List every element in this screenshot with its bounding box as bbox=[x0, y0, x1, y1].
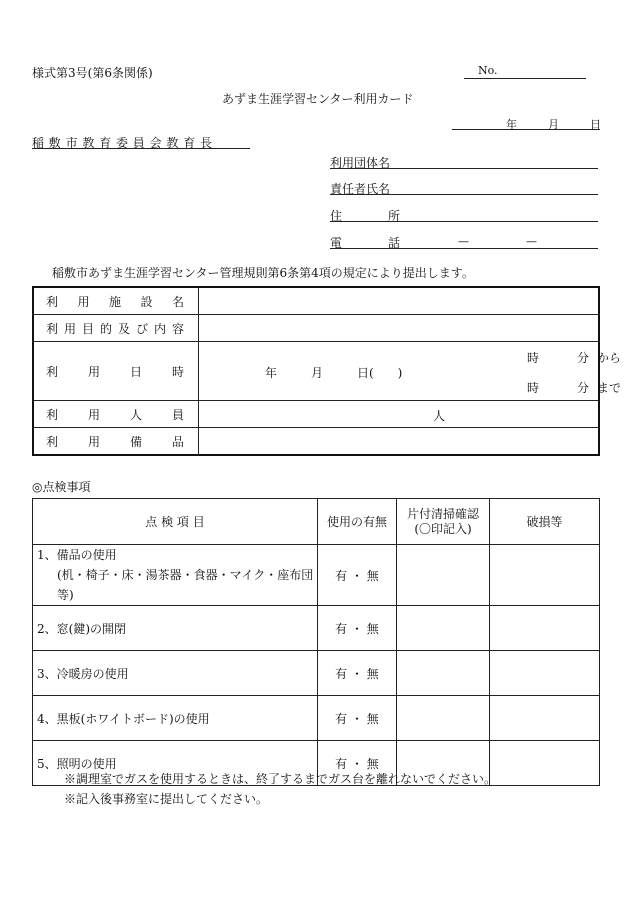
inspection-table bbox=[32, 498, 600, 786]
row-3-damage[interactable] bbox=[490, 651, 600, 696]
row-3-item: 3、冷暖房の使用 bbox=[33, 651, 318, 696]
dt-month: 月 bbox=[311, 366, 324, 380]
equipment-field[interactable] bbox=[199, 428, 600, 456]
date-year-label: 年 bbox=[506, 118, 517, 131]
row-5-usage-choice[interactable]: 有 ・ 無 bbox=[318, 741, 397, 786]
responsible-field[interactable] bbox=[330, 194, 598, 195]
usage-table bbox=[32, 286, 622, 456]
row-1-item: 1、備品の使用 bbox=[37, 548, 117, 562]
datetime-label: 利用日時 bbox=[33, 342, 199, 401]
header-cleanup-line1: 片付清掃確認 bbox=[406, 506, 479, 521]
header-item: 点 検 項 目 bbox=[33, 499, 318, 545]
row-4-item: 4、黒板(ホワイトボード)の使用 bbox=[33, 696, 318, 741]
dt-hour-from: 時 bbox=[527, 351, 540, 365]
inspection-row-2 bbox=[33, 606, 600, 651]
header-damage: 破損等 bbox=[490, 499, 600, 545]
no-label: No. bbox=[478, 64, 498, 77]
inspection-row-3 bbox=[33, 651, 600, 696]
address-label-1: 住 bbox=[330, 209, 343, 223]
phone-label-2: 話 bbox=[388, 236, 401, 250]
phone-dash-1: — bbox=[458, 235, 469, 248]
addressee: 稲敷市教育委員会教育長 bbox=[32, 136, 217, 150]
form-number: 様式第3号(第6条関係) bbox=[32, 66, 153, 80]
row-2-item: 2、窓(鍵)の開閉 bbox=[33, 606, 318, 651]
row-5-item: 5、照明の使用 bbox=[33, 741, 318, 786]
purpose-label: 利用目的及び内容 bbox=[33, 315, 199, 342]
header-cleanup-line2: (〇印記入) bbox=[414, 521, 472, 536]
date-month-label: 月 bbox=[548, 118, 559, 131]
row-1-sub: (机・椅子・床・湯茶器・食器・マイク・座布団等) bbox=[57, 568, 314, 602]
row-1-usage-choice[interactable]: 有 ・ 無 bbox=[318, 545, 397, 606]
row-4-cleanup[interactable] bbox=[397, 696, 490, 741]
dt-from: から bbox=[597, 351, 622, 365]
note-gas: ※調理室でガスを使用するときは、終了するまでガス台を離れないでください。 bbox=[64, 772, 497, 786]
dt-hour-to: 時 bbox=[527, 381, 540, 395]
phone-label-1: 電 bbox=[330, 236, 343, 250]
row-2-cleanup[interactable] bbox=[397, 606, 490, 651]
no-underline bbox=[464, 78, 586, 79]
facility-field[interactable] bbox=[199, 287, 600, 315]
dt-minute-to: 分 bbox=[577, 381, 590, 395]
row-3-cleanup[interactable] bbox=[397, 651, 490, 696]
row-1-item-cell bbox=[33, 545, 318, 606]
equipment-label: 利用備品 bbox=[33, 428, 199, 456]
address-field[interactable] bbox=[330, 221, 598, 222]
purpose-field[interactable] bbox=[199, 315, 600, 342]
group-name-label: 利用団体名 bbox=[330, 156, 391, 170]
header-cleanup bbox=[397, 499, 490, 545]
phone-dash-2: — bbox=[526, 235, 537, 248]
inspection-row-4 bbox=[33, 696, 600, 741]
row-1-damage[interactable] bbox=[490, 545, 600, 606]
inspection-title: ◎点検事項 bbox=[32, 480, 91, 494]
row-3-usage-choice[interactable]: 有 ・ 無 bbox=[318, 651, 397, 696]
row-4-usage-choice[interactable]: 有 ・ 無 bbox=[318, 696, 397, 741]
row-2-damage[interactable] bbox=[490, 606, 600, 651]
inspection-row-1 bbox=[33, 545, 600, 606]
date-day-label: 日 bbox=[590, 118, 601, 131]
datetime-field[interactable] bbox=[199, 342, 622, 401]
dt-year: 年 bbox=[265, 366, 278, 380]
people-unit: 人 bbox=[433, 409, 446, 423]
page-title: あずま生涯学習センター利用カード bbox=[222, 92, 414, 106]
note-submit: ※記入後事務室に提出してください。 bbox=[64, 792, 269, 806]
date-underline bbox=[452, 129, 600, 130]
header-usage: 使用の有無 bbox=[318, 499, 397, 545]
statement: 稲敷市あずま生涯学習センター管理規則第6条第4項の規定により提出します。 bbox=[52, 266, 474, 280]
phone-field[interactable] bbox=[330, 248, 598, 249]
addressee-underline bbox=[32, 148, 250, 149]
row-5-damage[interactable] bbox=[490, 741, 600, 786]
row-4-damage[interactable] bbox=[490, 696, 600, 741]
people-field[interactable] bbox=[199, 401, 600, 428]
dt-day: 日( ) bbox=[357, 366, 403, 380]
facility-label: 利用施設名 bbox=[33, 287, 199, 315]
row-1-cleanup[interactable] bbox=[397, 545, 490, 606]
people-label: 利用人員 bbox=[33, 401, 199, 428]
dt-to: まで bbox=[597, 381, 622, 395]
row-2-usage-choice[interactable]: 有 ・ 無 bbox=[318, 606, 397, 651]
dt-minute-from: 分 bbox=[577, 351, 590, 365]
responsible-label: 責任者氏名 bbox=[330, 182, 391, 196]
group-name-field[interactable] bbox=[330, 168, 598, 169]
address-label-2: 所 bbox=[388, 209, 401, 223]
